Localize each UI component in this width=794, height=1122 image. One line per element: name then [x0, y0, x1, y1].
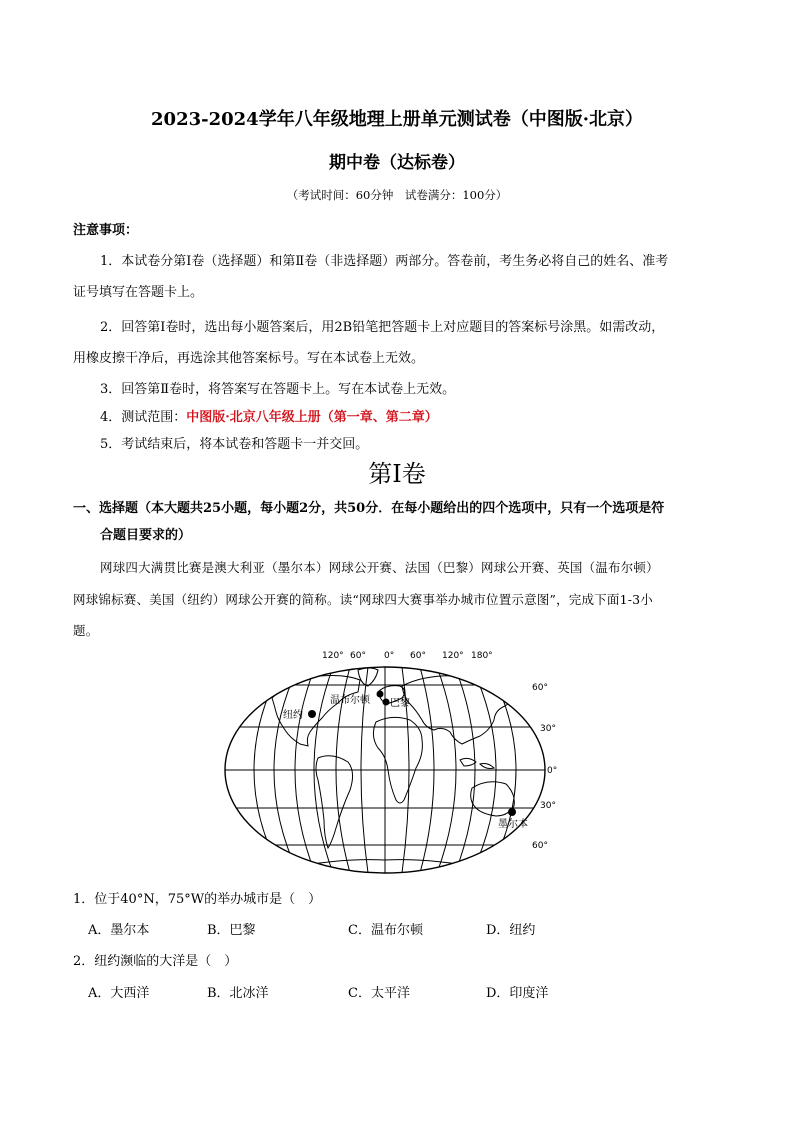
asia-outline: [402, 676, 512, 744]
notice-item-2-line-2: 用橡皮擦干净后，再选涂其他答案标号。写在本试卷上无效。: [73, 351, 425, 366]
paris-label: 巴黎: [390, 698, 410, 709]
intro-line-3: 题。: [73, 623, 99, 638]
notice-item-4-prefix: 4．测试范围：: [100, 410, 187, 425]
exam-time-info: （考试时间：60分钟 试卷满分：100分）: [286, 188, 508, 202]
question-2-option-c[interactable]: C．太平洋: [348, 986, 410, 1001]
world-map: [210, 640, 570, 880]
notice-item-5: 5．考试结束后，将本试卷和答题卡一并交回。: [100, 437, 369, 452]
notice-item-3: 3．回答第Ⅱ卷时，将答案写在答题卡上。写在本试卷上无效。: [100, 382, 456, 397]
question-1-option-b[interactable]: B．巴黎: [207, 923, 256, 938]
question-2-stem: 2．纽约濒临的大洋是（ ）: [73, 954, 238, 969]
page-title: 2023-2024学年八年级地理上册单元测试卷（中图版·北京）: [151, 109, 643, 130]
question-2-option-b[interactable]: B．北冰洋: [207, 986, 269, 1001]
section-1-line-1: 一、选择题（本大题共25小题，每小题2分，共50分．在每小题给出的四个选项中，只有一个选项是符: [73, 501, 665, 516]
wimbledon-marker: [377, 691, 384, 698]
africa-outline: [373, 717, 422, 803]
top-label-60e: 60°: [410, 651, 426, 661]
question-1-stem: 1．位于40°N，75°W的举办城市是（ ）: [73, 892, 322, 907]
notice-item-4: [100, 406, 438, 425]
question-1-option-c[interactable]: C．温布尔顿: [348, 923, 423, 938]
notice-heading: 注意事项：: [73, 223, 139, 238]
top-label-120w: 120°: [322, 651, 344, 661]
paris-marker: [383, 699, 390, 706]
notice-item-2-line-1: 2．回答第Ⅰ卷时，选出每小题答案后，用2B铅笔把答题卡上对应题目的答案标号涂黑。如需改动，: [100, 320, 665, 335]
newyork-label: 纽约: [283, 710, 303, 721]
question-1-option-a[interactable]: A．墨尔本: [88, 923, 150, 938]
right-label-30s: 30°: [540, 801, 556, 811]
newyork-marker: [308, 710, 316, 718]
top-label-180: 180°: [471, 651, 493, 661]
indonesia-outline: [460, 758, 494, 768]
right-label-30n: 30°: [540, 724, 556, 734]
right-label-60n: 60°: [532, 683, 548, 693]
question-2-option-d[interactable]: D．印度洋: [486, 986, 549, 1001]
top-label-60w: 60°: [350, 651, 366, 661]
melbourne-marker: [508, 808, 516, 816]
question-1-option-d[interactable]: D．纽约: [486, 923, 536, 938]
notice-item-1-line-2: 证号填写在答题卡上。: [73, 285, 204, 300]
melbourne-label: 墨尔本: [498, 819, 528, 830]
right-label-0: 0°: [547, 766, 558, 776]
notice-item-1-line-1: 1．本试卷分第Ⅰ卷（选择题）和第Ⅱ卷（非选择题）两部分。答卷前，考生务必将自己的姓名、准考: [100, 254, 669, 269]
top-label-120e: 120°: [442, 651, 464, 661]
right-label-60s: 60°: [532, 841, 548, 851]
intro-line-1: 网球四大满贯比赛是澳大利亚（墨尔本）网球公开赛、法国（巴黎）网球公开赛、英国（温布尔顿）: [100, 560, 659, 575]
section-1-line-2: 合题目要求的）: [100, 528, 192, 543]
wimbledon-label: 温布尔顿: [330, 695, 370, 706]
intro-line-2: 网球锦标赛、美国（纽约）网球公开赛的简称。读“网球四大赛事举办城市位置示意图”，完成下面1-3小: [73, 592, 654, 607]
volume-title: 第I卷: [368, 460, 426, 488]
page-subtitle: 期中卷（达标卷）: [329, 153, 465, 173]
question-2-option-a[interactable]: A．大西洋: [88, 986, 150, 1001]
top-label-0: 0°: [384, 651, 395, 661]
notice-item-4-scope: 中图版·北京八年级上册（第一章、第二章）: [186, 410, 438, 425]
